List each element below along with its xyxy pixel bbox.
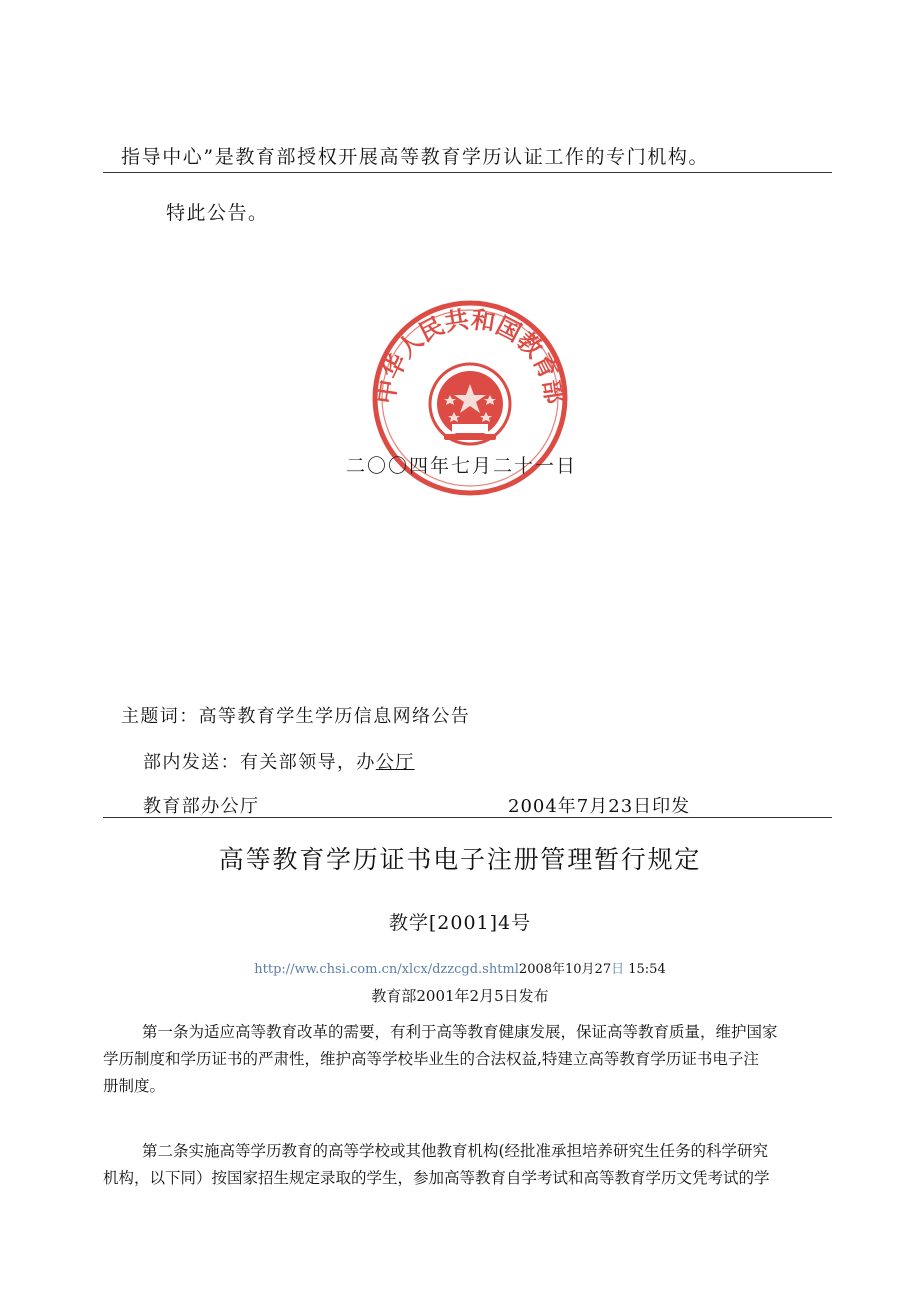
source-line [0,958,920,977]
distribution-prefix: 部内发送：有关部领导，办 [143,752,376,773]
svg-text:中华人民共和国教育部: 中华人民共和国教育部 [371,305,569,406]
seal-date: 二〇〇四年七月二十一日 [346,455,578,477]
article-1 [103,1019,832,1100]
distribution-underlined: 公厅 [375,752,415,773]
publication-line: 教育部2001年2月5日发布 [371,987,549,1005]
article-line: 机构，以下同）按国家招生规定录取的学生，参加高等教育自学考试和高等教育学历文凭考试的学 [103,1169,770,1187]
source-date-day: 日 [611,962,625,977]
source-date: 2008年10月27 [518,962,612,977]
top-fragment-line: 指导中心”是教育部授权开展高等教育学历认证工作的专门机构。 [121,146,710,168]
article-line: 第一条为适应高等教育改革的需要，有利于高等教育健康发展，保证高等教育质量，维护国家 [142,1023,778,1041]
article-2 [103,1138,832,1192]
article-line: 册制度。 [103,1077,166,1095]
distribution-line [143,748,415,774]
print-date: 2004年7月23日印发 [508,796,691,817]
source-time: 15:54 [628,962,666,977]
regulation-title: 高等教育学历证书电子注册管理暂行规定 [218,845,702,874]
issuing-office: 教育部办公厅 [143,796,260,817]
national-emblem-icon [430,364,510,444]
header-rule [103,172,832,173]
document-number: 教学[2001]4号 [388,912,532,934]
section-rule [103,817,832,818]
keywords-line: 主题词：高等教育学生学历信息网络公告 [121,706,471,727]
source-url: http://ww.chsi.com.cn/xlcx/dzzcgd.shtml [254,962,519,977]
article-line: 第二条实施高等学历教育的高等学校或其他教育机构(经批准承担培养研究生任务的科学研究 [142,1142,769,1160]
article-line: 学历制度和学历证书的严肃性，维护高等学校毕业生的合法权益,特建立高等教育学历证书电子注 [103,1050,759,1068]
notice-closing: 特此公告。 [166,202,269,224]
